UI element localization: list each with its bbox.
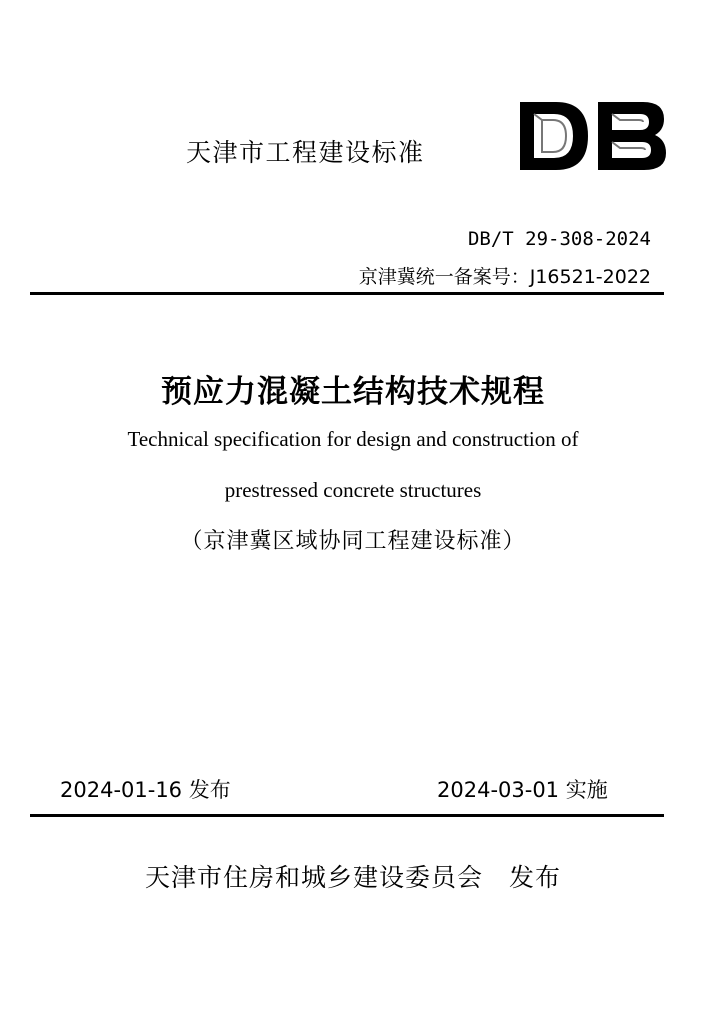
document-subtitle: （京津冀区域协同工程建设标准） [180, 529, 526, 554]
document-title-chinese: 预应力混凝土结构技术规程 [161, 374, 545, 410]
document-title-english-line2: prestressed concrete structures [224, 478, 482, 502]
implementation-date: 2024-03-01 实施 [437, 778, 608, 802]
logo-letter-b [598, 102, 666, 170]
issue-date: 2024-01-16 发布 [60, 778, 231, 802]
publisher: 天津市住房和城乡建设委员会 发布 [144, 863, 561, 892]
bottom-divider [30, 814, 664, 817]
record-number: 京津冀统一备案号：J16521-2022 [358, 266, 651, 288]
db-logo [518, 100, 668, 172]
standard-series-title: 天津市工程建设标准 [186, 138, 425, 167]
top-divider [30, 292, 664, 295]
logo-letter-d [520, 102, 588, 170]
standard-code: DB/T 29-308-2024 [467, 228, 651, 250]
document-title-english-line1: Technical specification for design and construction of [127, 427, 579, 451]
